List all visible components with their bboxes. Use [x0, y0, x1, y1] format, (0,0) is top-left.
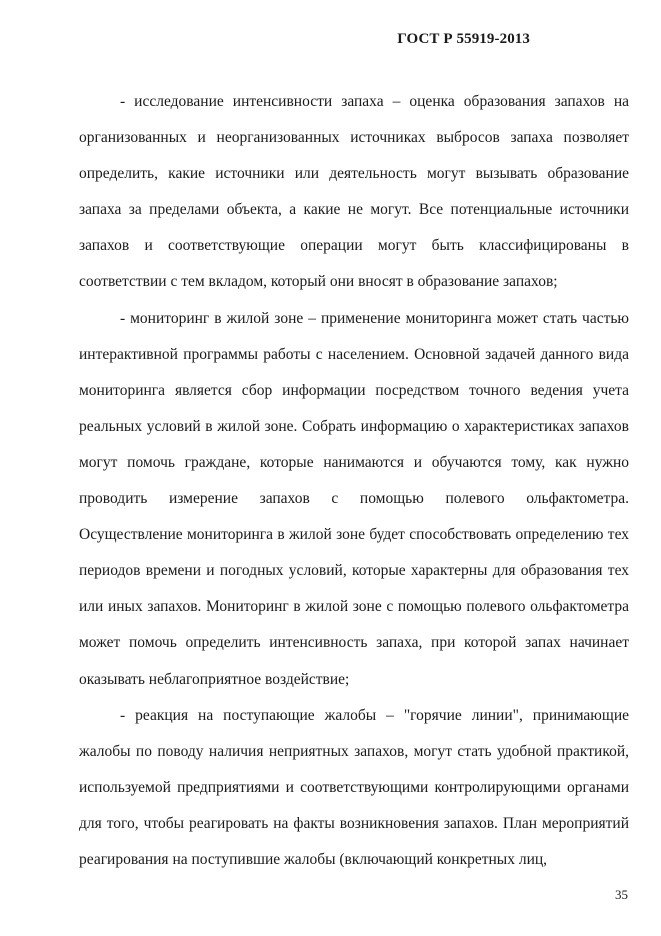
- paragraph-complaint-response: - реакция на поступающие жалобы – "горячие линии", принимающие жалобы по поводу наличия неприятных запахов, могут стать удобной практикой, используемой предприятиями и соответствующими контролирующими органами для того, чтобы реагировать на факты возникновения запахов. План мероприятий реагирования на поступившие жалобы (включающий конкретных лиц,: [79, 706, 629, 868]
- document-header: ГОСТ Р 55919-2013: [397, 31, 530, 47]
- paragraph-residential-monitoring: - мониторинг в жилой зоне – применение мониторинга может стать частью интерактивной программы работы с населением. Основной задачей данного вида мониторинга является сбор информации посредством точного ведения учета реальных условий в жилой зоне. Собрать информацию о характеристиках запахов могут помочь граждане, которые нанимаются и обучаются тому, как нужно проводить измерение запахов с помощью полевого ольфактометра. Осуществление мониторинга в жилой зоне будет способствовать определению тех периодов времени и погодных условий, которые характерны для образования тех или иных запахов. Мониторинг в жилой зоне с помощью полевого ольфактометра может помочь определить интенсивность запаха, при которой запах начинает оказывать неблагоприятное воздействие;: [79, 309, 629, 688]
- page-number: 35: [615, 887, 628, 902]
- paragraph-odor-intensity-study: - исследование интенсивности запаха – оценка образования запахов на организованных и неорганизованных источниках выбросов запаха позволяет определить, какие источники или деятельность могут вызывать образование запаха за пределами объекта, а какие не могут. Все потенциальные источники запахов и соответствующие операции могут быть классифицированы в соответствии с тем вкладом, который они вносят в образование запахов;: [79, 93, 629, 291]
- body-text: [79, 84, 629, 878]
